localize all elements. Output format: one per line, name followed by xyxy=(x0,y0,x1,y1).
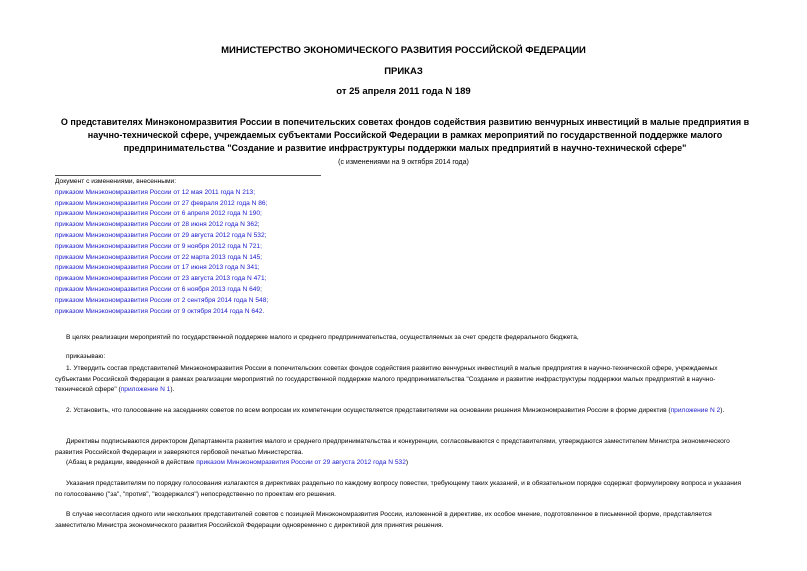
note-text: (Абзац в редакции, введенной в действие xyxy=(66,459,197,466)
doc-date-number: от 25 апреля 2011 года N 189 xyxy=(336,86,471,97)
changes-heading: Документ с изменениями, внесенными: xyxy=(55,178,177,185)
change-link[interactable]: приказом Минэкономразвития России от 12 мая 2011 года N 213; xyxy=(55,188,256,196)
note-end: ) xyxy=(405,459,409,466)
change-link[interactable]: приказом Минэкономразвития России от 6 апреля 2012 года N 190; xyxy=(55,210,262,218)
paragraph-2-text: 2. Установить, что голосование на заседаниях советов по всем вопросам их компетенции осуществляется представителями на основании решения Минэкономразвития России в форме директив ( xyxy=(66,407,671,414)
edition-note: (с изменениями на 9 октября 2014 года) xyxy=(338,159,469,166)
change-link[interactable]: приказом Минэкономразвития России от 9 ноября 2012 года N 721; xyxy=(55,242,262,250)
doc-subject: О представителях Минэкономразвития России в попечительских советах фондов содействия развитию венчурных инвестиций в малые предприятия в научно-технической сфере, учреждаемых субъектами Российской Федерации в рамках мероприятий по государственной поддержке малого предпринимательства "Создание и развитие инфраструктуры поддержки малых предприятий в научно-технической сфере" xyxy=(60,117,750,153)
paragraph-2 xyxy=(55,406,750,417)
order-word: приказываю: xyxy=(66,353,106,360)
change-link[interactable]: приказом Минэкономразвития России от 2 сентября 2014 года N 548; xyxy=(55,296,269,304)
paragraph-1-end: ). xyxy=(170,386,175,393)
paragraph-1-text: 1. Утвердить состав представителей Минэкономразвития России в попечительских советах фондов содействия развитию венчурных инвестиций в малые предприятия в научно-технической сфере, учреждаемых субъектами Российской Федерации в рамках реализации мероприятий по государственной поддержке малого предпринимательства "Создание и развитие инфраструктуры поддержки малых предприятий в научно-технической сфере" ( xyxy=(55,365,718,393)
doc-type: ПРИКАЗ xyxy=(384,66,423,77)
changes-block xyxy=(55,175,268,317)
change-link[interactable]: приказом Минэкономразвития России от 29 августа 2012 года N 532; xyxy=(55,231,267,239)
disagreement-paragraph: В случае несогласия одного или нескольких представителей советов с позицией Минэкономразвития России, изложенной в директиве, их особое мнение, подготовленное в письменной форме, представляется заместителю Министра экономического развития Российской Федерации одновременно с директивой для принятия решения. xyxy=(55,511,712,529)
change-link[interactable]: приказом Минэкономразвития России от 22 марта 2013 года N 145; xyxy=(55,253,263,261)
appendix-1-link[interactable]: приложение N 1 xyxy=(120,386,171,393)
paragraph-1 xyxy=(55,364,750,396)
change-link[interactable]: приказом Минэкономразвития России от 17 июня 2013 года N 341; xyxy=(55,264,260,272)
goal-paragraph: В целях реализации мероприятий по государственной поддержке малого и среднего предпринимательства, осуществляемых за счет средств федерального бюджета, xyxy=(66,334,579,341)
paragraph-2-end: ). xyxy=(720,407,725,414)
change-link[interactable]: приказом Минэкономразвития России от 9 октября 2014 года N 642. xyxy=(55,307,265,315)
votes-paragraph: Указания представителям по порядку голосования излагаются в директивах раздельно по каждому вопросу повестки, требующему таких указаний, и в обязательном порядке содержат формулировку вопроса и указания по голосованию ("за", "против", "воздержался") непосредственно по проектам его решения. xyxy=(55,480,742,498)
change-link[interactable]: приказом Минэкономразвития России от 27 февраля 2012 года N 86; xyxy=(55,199,268,207)
change-link[interactable]: приказом Минэкономразвития России от 23 августа 2013 года N 471; xyxy=(55,275,267,283)
change-link[interactable]: приказом Минэкономразвития России от 6 ноября 2013 года N 649; xyxy=(55,285,262,293)
changes-list xyxy=(55,188,268,318)
directives-paragraph: Директивы подписываются директором Департамента развития малого и среднего предпринимательства и конкуренции, согласовываются с представителями, утверждаются заместителем Министра экономического развития Российской Федерации и заверяются гербовой печатью Министерства. xyxy=(55,438,730,456)
appendix-2-link[interactable]: приложение N 2 xyxy=(670,407,721,414)
amendment-link[interactable]: приказом Минэкономразвития России от 29 августа 2012 года N 532 xyxy=(196,459,406,466)
change-link[interactable]: приказом Минэкономразвития России от 28 июня 2012 года N 362; xyxy=(55,221,260,229)
edition-note-paragraph xyxy=(66,458,761,469)
ministry-title: МИНИСТЕРСТВО ЭКОНОМИЧЕСКОГО РАЗВИТИЯ РОССИЙСКОЙ ФЕДЕРАЦИИ xyxy=(221,45,586,56)
